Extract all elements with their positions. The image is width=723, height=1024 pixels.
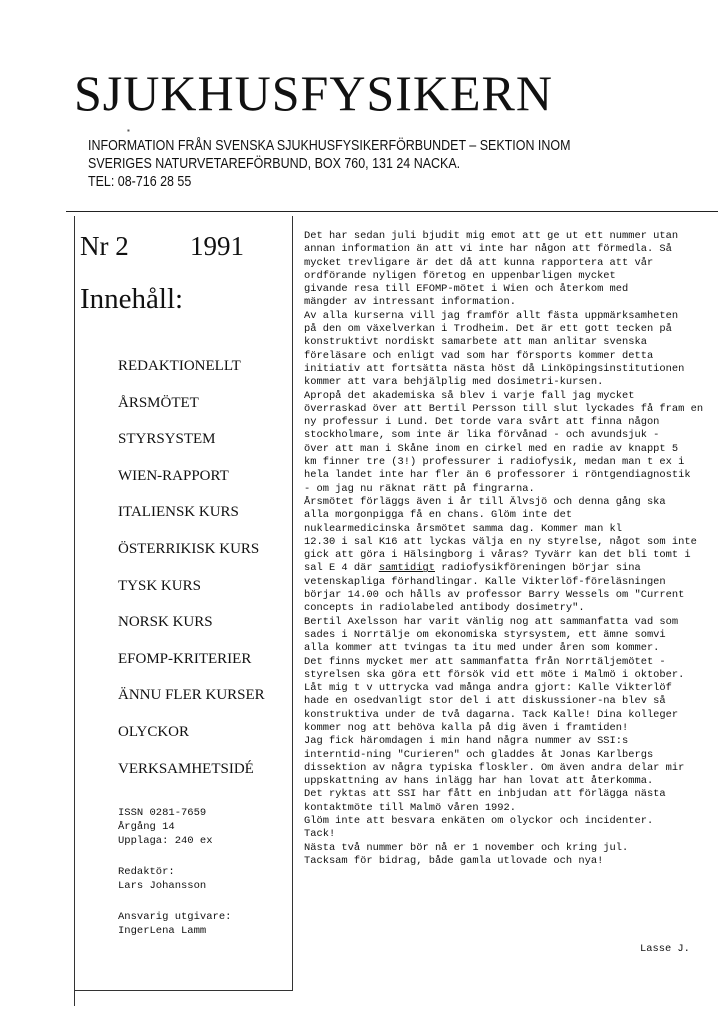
article-line: börjar 14.00 och hålls av professor Barry Wessels om "Current — [304, 589, 685, 602]
article-line: Det har sedan juli bjudit mig emot att ge ut ett nummer utan — [304, 230, 679, 242]
article-line: över att man i Skåne inom en cirkel med en radie av knappt 5 — [304, 442, 679, 455]
volume: Årgång 14 — [118, 821, 175, 833]
article-line: interntid-ning "Curieren" och gladdes åt Jonas Karlbergs — [304, 748, 654, 761]
article-line: styrelsen ska göra ett försök vid ett möte i Malmö i oktober. — [304, 668, 685, 681]
article-line: - om jag nu räknat rätt på fingrarna. — [304, 482, 535, 495]
article-line: gick att göra i Hälsingborg i våras? Tyvärr kan det bli tomt i — [304, 549, 691, 562]
toc-item: WIEN-RAPPORT — [118, 467, 229, 484]
article-line: givande resa till EFOMP-mötet i Wien och återkom med — [304, 283, 629, 296]
signature: Lasse J. — [640, 943, 690, 955]
publisher-name: IngerLena Lamm — [118, 925, 207, 937]
article-line: Tacksam för bidrag, både gamla utlovade och nya! — [304, 854, 604, 867]
article-line: Glöm inte att besvara enkäten om olyckor och incidenter. — [304, 815, 654, 828]
article-line: uppskattning av hans inlägg har han lovat att återkomma. — [304, 775, 654, 788]
issue-number: Nr 2 — [80, 231, 129, 261]
article-line: hade en osedvanligt stor del i att diskussioner-na blev så — [304, 695, 666, 708]
toc-item: EFOMP-KRITERIER — [118, 650, 252, 667]
article-line: Apropå det akademiska så blev i varje fall jag mycket — [304, 389, 635, 402]
underlined-word: samtidigt — [378, 562, 435, 575]
toc-item: ÄNNU FLER KURSER — [118, 687, 265, 704]
article-line: annan information än att vi inte har någon att förmedla. Så — [304, 243, 672, 256]
article-line: mycket trevligare är det då att kunna rapportera att vår — [304, 256, 654, 269]
article-line: dissektion av några typiska floskler. Om även andra delar mir — [304, 761, 685, 774]
issn: ISSN 0281-7659 — [118, 807, 207, 819]
publisher-info-phone: TEL: 08-716 28 55 — [88, 174, 192, 190]
toc-item: VERKSAMHETSIDÉ — [118, 760, 254, 777]
toc-item: STYRSYSTEM — [118, 431, 216, 448]
article-line: initiativ att fortsätta nästa höst då Linköpingsinstitutionen — [304, 362, 685, 375]
article-line: kontaktmöte till Malmö våren 1992. — [304, 801, 517, 814]
article-line: sades i Norrtälje om ekonomiska styrsystem, ett ämne somvi — [304, 628, 666, 641]
editor-name: Lars Johansson — [118, 880, 207, 892]
article-line: Tack! — [304, 828, 336, 841]
article-line: konstruktivt nordiskt samarbete att man anlitar svenska — [304, 336, 647, 349]
article-line: ny professur i Lund. Det torde vara svårt att finna någon — [304, 416, 660, 429]
article-line: Det finns mycket mer att sammanfatta från Norrtäljemötet - — [304, 655, 666, 668]
left-border — [74, 216, 75, 1006]
article-line: Av alla kurserna vill jag framför allt fästa uppmärksamheten — [304, 309, 679, 322]
toc-title: Innehåll: — [80, 283, 184, 315]
editor-info — [118, 865, 206, 893]
newsletter-title: SJUKHUSFYSIKERN — [74, 65, 553, 121]
toc-item: REDAKTIONELLT — [118, 358, 241, 374]
print-run: Upplaga: 240 ex — [118, 835, 213, 847]
editorial-article — [304, 230, 716, 868]
article-line: hela landet inte har fler än 6 professorer i röntgendiagnostik — [304, 469, 691, 482]
article-line: mängder av intressant information. — [304, 296, 517, 309]
article-line: kommer att vara behjälplig med dosimetri-kursen. — [304, 376, 604, 389]
article-line: alla morgonpigga få en chans. Glöm inte det — [304, 509, 573, 522]
bottom-rule — [74, 990, 293, 991]
publisher-label: Ansvarig utgivare: — [118, 911, 232, 923]
publisher-credit — [118, 910, 231, 938]
issue-heading — [80, 230, 244, 262]
editor-label: Redaktör: — [118, 866, 175, 878]
article-line: 12.30 i sal K16 att lyckas välja en ny styrelse, något som inte — [304, 535, 697, 548]
article-line: Årsmötet förläggs även i år till Älvsjö och denna gång ska — [304, 495, 666, 508]
article-line: stockholmare, som inte är lika förvånad - och avundsjuk - — [304, 429, 660, 442]
toc-item: OLYCKOR — [118, 723, 190, 740]
article-line: ordförande nyligen företog en uppenbarligen mycket — [304, 269, 616, 282]
toc-item: ÅRSMÖTET — [118, 394, 199, 411]
toc-item: ITALIENSK KURS — [118, 504, 239, 521]
article-line: concepts in radiolabeled antibody dosimetry". — [304, 602, 585, 615]
article-line: Jag fick häromdagen i min hand några nummer av SSI:s — [304, 735, 629, 748]
article-line: Bertil Axelsson har varit vänlig nog att sammanfatta vad som — [304, 615, 679, 628]
article-line: vetenskapliga förhandlingar. Kalle Vikterlöf-föreläsningen — [304, 575, 666, 588]
article-line: på den om växelverkan i Trodheim. Det är ett gott tecken på — [304, 323, 672, 336]
toc-item: TYSK KURS — [118, 577, 201, 594]
article-line: Det ryktas att SSI har fått en inbjudan att förlägga nästa — [304, 788, 666, 801]
article-line: nuklearmedicinska årsmötet samma dag. Kommer man kl — [304, 522, 623, 535]
issue-year: 1991 — [190, 231, 244, 261]
publisher-info — [88, 137, 690, 191]
article-line: Nästa två nummer bör nå er 1 november och kring jul. — [304, 841, 629, 854]
article-line: alla kommer att tvingas ta itu med under åren som kommer. — [304, 642, 660, 655]
toc-item: ÖSTERRIKISK KURS — [118, 540, 260, 557]
publication-info — [118, 806, 213, 848]
header-rule — [66, 211, 718, 212]
publisher-info-line-1: INFORMATION FRÅN SVENSKA SJUKHUSFYSIKERFÖRBUNDET – SEKTION INOM — [88, 138, 571, 154]
print-speck: ▪ — [127, 126, 130, 135]
toc-item: NORSK KURS — [118, 614, 213, 631]
publisher-info-line-2: SVERIGES NATURVETAREFÖRBUND, BOX 760, 131 24 NACKA. — [88, 156, 461, 172]
article-line: konstruktiva under de två dagarna. Tack Kalle! Dina kolleger — [304, 708, 679, 721]
column-divider — [292, 216, 293, 991]
article-line: sal E 4 där samtidigt radiofysikföreningen börjar sina — [304, 562, 641, 575]
table-of-contents — [118, 348, 265, 787]
article-line: kommer nog att behöva kalla på dig även i framtiden! — [304, 721, 629, 734]
article-line: km finner tre (3!) professurer i radiofysik, medan man t ex i — [304, 456, 685, 469]
article-line: överraskad över att Bertil Persson till slut lyckades få fram en — [304, 402, 704, 415]
article-line: Låt mig t v uttrycka vad många andra gjort: Kalle Vikterlöf — [304, 682, 672, 695]
article-line: föreläsare och enligt vad som har försports kommer detta — [304, 349, 654, 362]
